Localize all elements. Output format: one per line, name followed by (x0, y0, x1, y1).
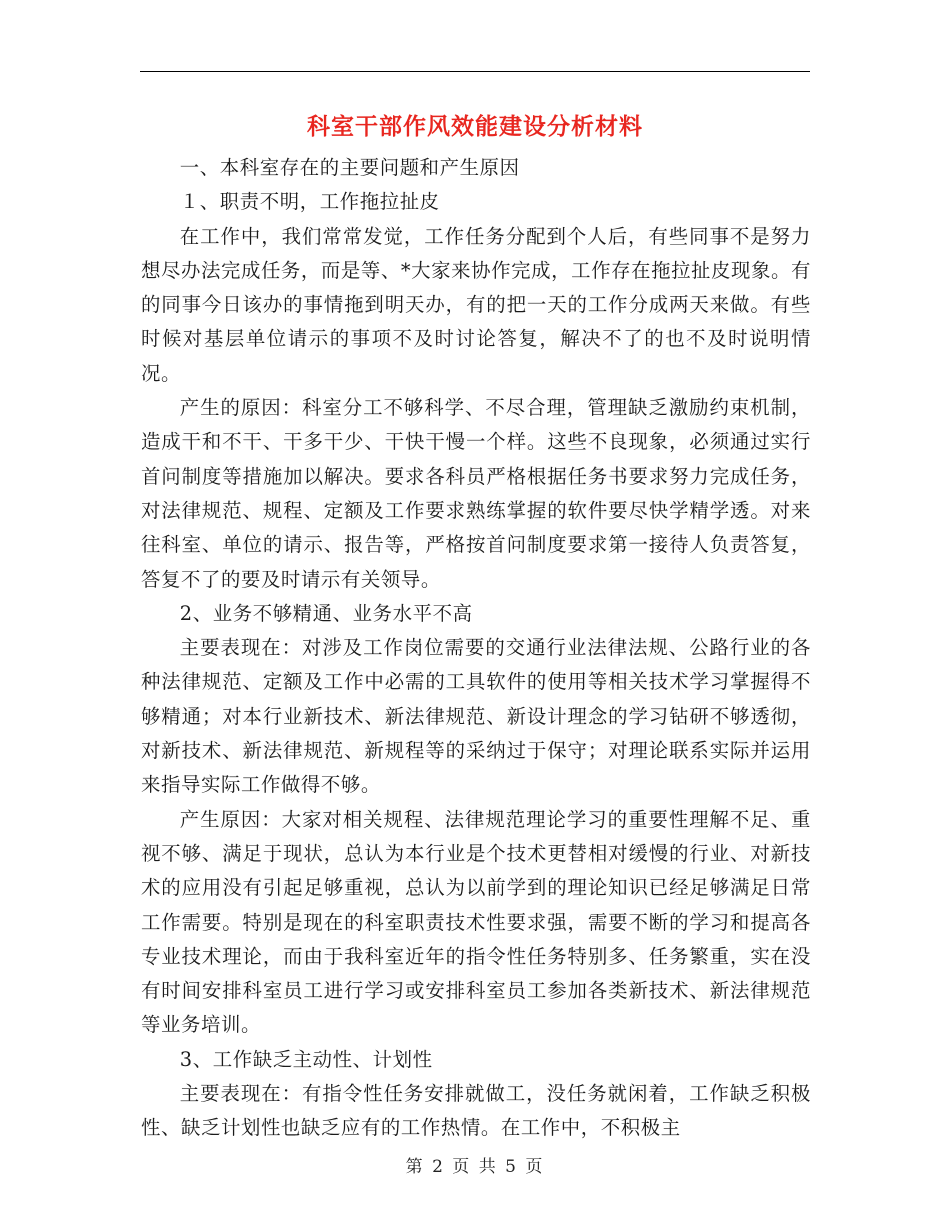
subsection-heading-2: 2、业务不够精通、业务水平不高 (179, 601, 473, 625)
body-paragraph: 产生原因：大家对相关规程、法律规范理论学习的重要性理解不足、重视不够、满足于现状，总认为本行业是个技术更替相对缓慢的行业、对新技术的应用没有引起足够重视，总认为以前学到的理论知识已经足够满足日常工作需要。特别是现在的科室职责技术性要求强，需要不断的学习和提高各专业技术理论，而由于我科室近年的指令性任务特别多、任务繁重，实在没有时间安排科室员工进行学习或安排科室员工参加各类新技术、新法律规范等业务培训。 (141, 807, 811, 1037)
section-heading: 一、本科室存在的主要问题和产生原因 (179, 156, 520, 179)
subsection-heading-3: 3、工作缺乏主动性、计划性 (179, 1047, 433, 1071)
body-paragraph: 主要表现在：对涉及工作岗位需要的交通行业法律法规、公路行业的各种法律规范、定额及工作中必需的工具软件的使用等相关技术学习掌握得不够精通；对本行业新技术、新法律规范、新设计理念的学习钻研不够透彻，对新技术、新法律规范、新规程等的采纳过于保守；对理论联系实际并运用来指导实际工作做得不够。 (141, 636, 811, 797)
subsection-heading-1: １、职责不明，工作拖拉扯皮 (179, 190, 440, 214)
document-title: 科室干部作风效能建设分析材料 (307, 114, 643, 140)
document-body (141, 151, 811, 1146)
body-paragraph: 产生的原因：科室分工不够科学、不尽合理，管理缺乏激励约束机制，造成干和不干、干多干少、干快干慢一个样。这些不良现象，必须通过实行首问制度等措施加以解决。要求各科员严格根据任务书要求努力完成任务，对法律规范、规程、定额及工作要求熟练掌握的软件要尽快学精学透。对来往科室、单位的请示、报告等，严格按首问制度要求第一接待人负责答复，答复不了的要及时请示有关领导。 (141, 396, 811, 591)
header-rule (140, 71, 810, 72)
body-paragraph: 在工作中，我们常常发觉，工作任务分配到个人后，有些同事不是努力想尽办法完成任务，而是等、*大家来协作完成，工作存在拖拉扯皮现象。有的同事今日该办的事情拖到明天办，有的把一天的工作分成两天来做。有些时候对基层单位请示的事项不及时讨论答复，解决不了的也不及时说明情况。 (141, 224, 811, 385)
page-number-footer: 第 2 页 共 5 页 (405, 1157, 545, 1177)
body-paragraph: 主要表现在：有指令性任务安排就做工，没任务就闲着，工作缺乏积极性、缺乏计划性也缺乏应有的工作热情。在工作中，不积极主 (141, 1082, 811, 1140)
